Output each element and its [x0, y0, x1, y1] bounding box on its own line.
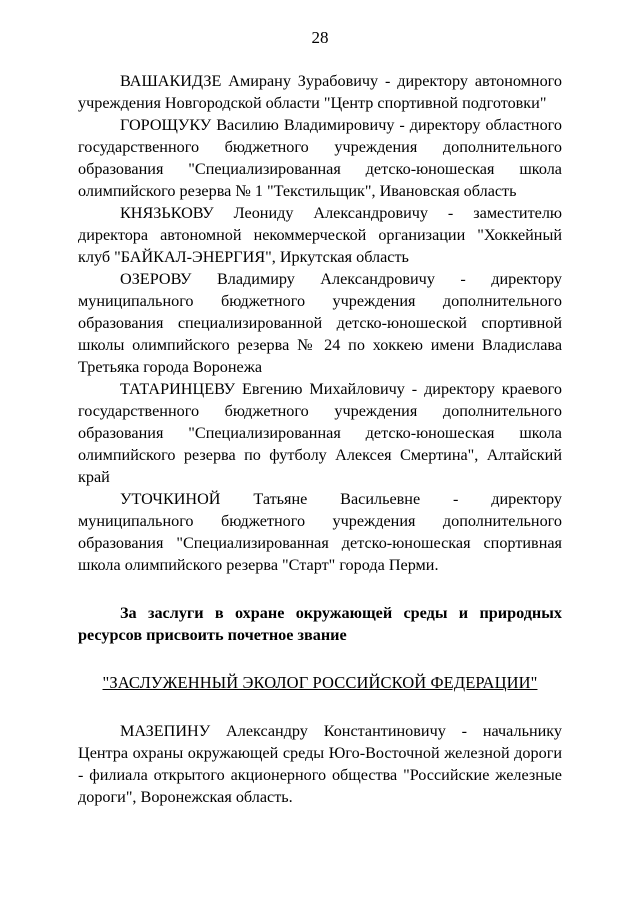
- recipient-details: Леониду Александровичу - заместителю директора автономной некоммерческой организации "Хоккейный клуб "БАЙКАЛ-ЭНЕРГИЯ", Иркутская область: [78, 204, 562, 266]
- recipient-surname: УТОЧКИНОЙ: [120, 490, 221, 508]
- award-paragraph: [78, 70, 562, 114]
- recipient-surname: КНЯЗЬКОВУ: [120, 204, 214, 222]
- recipient-details: Владимиру Александровичу - директору муниципального бюджетного учреждения дополнительного образования специализированной детско-юношеской спортивной школы олимпийского резерва № 24 по хоккею имени Владислава Третьяка города Воронежа: [78, 270, 562, 376]
- page-number: 28: [311, 28, 329, 47]
- recipient-surname: ТАТАРИНЦЕВУ: [120, 380, 236, 398]
- recipient-surname: ВАШАКИДЗЕ: [120, 72, 222, 90]
- award-paragraph: [78, 488, 562, 576]
- recipient-surname: ОЗЕРОВУ: [120, 270, 192, 288]
- recipient-details: Александру Константиновичу - начальнику Центра охраны окружающей среды Юго-Восточной железной дороги - филиала открытого акционерного общества "Российские железные дороги", Воронежская область.: [78, 722, 563, 806]
- recipient-details: Евгению Михайловичу - директору краевого государственного бюджетного учреждения дополнительного образования "Специализированная детско-юношеская школа олимпийского резерва по футболу Алексея Смертина", Алтайский край: [78, 380, 563, 486]
- section-heading: За заслуги в охране окружающей среды и природных ресурсов присвоить почетное звание: [78, 604, 562, 644]
- award-paragraph: [78, 202, 562, 268]
- recipient-details: Татьяне Васильевне - директору муниципального бюджетного учреждения дополнительного образования "Специализированная детско-юношеская спортивная школа олимпийского резерва "Старт" города Перми.: [78, 490, 562, 574]
- recipient-surname: ГОРОЩУКУ: [120, 116, 212, 134]
- honorary-title: "ЗАСЛУЖЕННЫЙ ЭКОЛОГ РОССИЙСКОЙ ФЕДЕРАЦИИ": [102, 673, 538, 692]
- award-paragraph: [78, 378, 562, 488]
- recipient-details: Амирану Зурабовичу - директору автономного учреждения Новгородской области "Центр спортивной подготовки": [78, 72, 562, 112]
- recipient-surname: МАЗЕПИНУ: [120, 722, 211, 740]
- recipient-details: Василию Владимировичу - директору областного государственного бюджетного учреждения дополнительного образования "Специализированная детско-юношеская школа олимпийского резерва № 1 "Текстильщик", Ивановская область: [78, 116, 562, 200]
- award-paragraph: [78, 720, 562, 808]
- award-paragraph: [78, 114, 562, 202]
- document-body: [78, 70, 562, 808]
- award-paragraph: [78, 268, 562, 378]
